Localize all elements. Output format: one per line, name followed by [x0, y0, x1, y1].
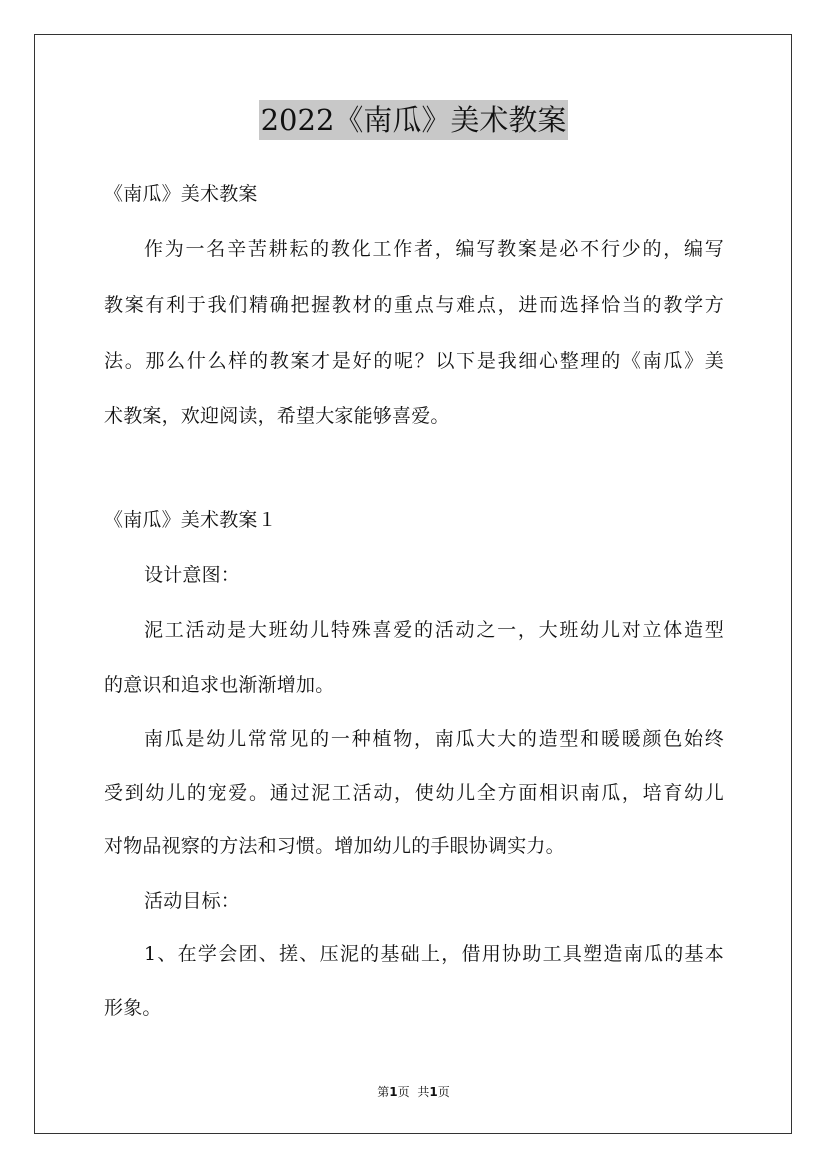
- footer-page-prefix: 第: [377, 1085, 390, 1099]
- intro-line-2: 教案有利于我们精确把握教材的重点与难点，进而选择恰当的教学方: [104, 294, 724, 316]
- document-title-block: [0, 100, 827, 140]
- footer-total-number: 1: [429, 1085, 438, 1099]
- section-heading: 《南瓜》美术教案１: [104, 509, 277, 531]
- para2-line-2: 受到幼儿的宠爱。通过泥工活动，使幼儿全方面相识南瓜，培育幼儿: [104, 782, 724, 804]
- intro-line-4: 术教案，欢迎阅读，希望大家能够喜爱。: [104, 405, 450, 427]
- footer-total-suffix: 页: [437, 1085, 450, 1099]
- design-heading: 设计意图：: [144, 564, 241, 586]
- para2-line-3: 对物品视察的方法和习惯。增加幼儿的手眼协调实力。: [104, 835, 565, 857]
- para1-line-1: 泥工活动是大班幼儿特殊喜爱的活动之一，大班幼儿对立体造型: [144, 619, 724, 641]
- goal1-line-2: 形象。: [104, 997, 162, 1019]
- goals-heading: 活动目标：: [144, 890, 241, 912]
- para2-line-1: 南瓜是幼儿常常见的一种植物，南瓜大大的造型和暖暖颜色始终: [144, 728, 724, 750]
- footer-total-prefix: 共: [417, 1085, 430, 1099]
- document-heading: 《南瓜》美术教案: [104, 183, 258, 205]
- intro-line-1: 作为一名辛苦耕耘的教化工作者，编写教案是必不行少的，编写: [144, 238, 724, 260]
- page-footer: [0, 1084, 827, 1100]
- footer-page-number: 1: [389, 1085, 398, 1099]
- intro-line-3: 法。那么什么样的教案才是好的呢？以下是我细心整理的《南瓜》美: [104, 350, 724, 372]
- document-title: 2022《南瓜》美术教案: [259, 100, 569, 140]
- goal1-line-1: 1、在学会团、搓、压泥的基础上，借用协助工具塑造南瓜的基本: [144, 943, 724, 965]
- para1-line-2: 的意识和追求也渐渐增加。: [104, 674, 335, 696]
- footer-page-suffix: 页: [397, 1085, 410, 1099]
